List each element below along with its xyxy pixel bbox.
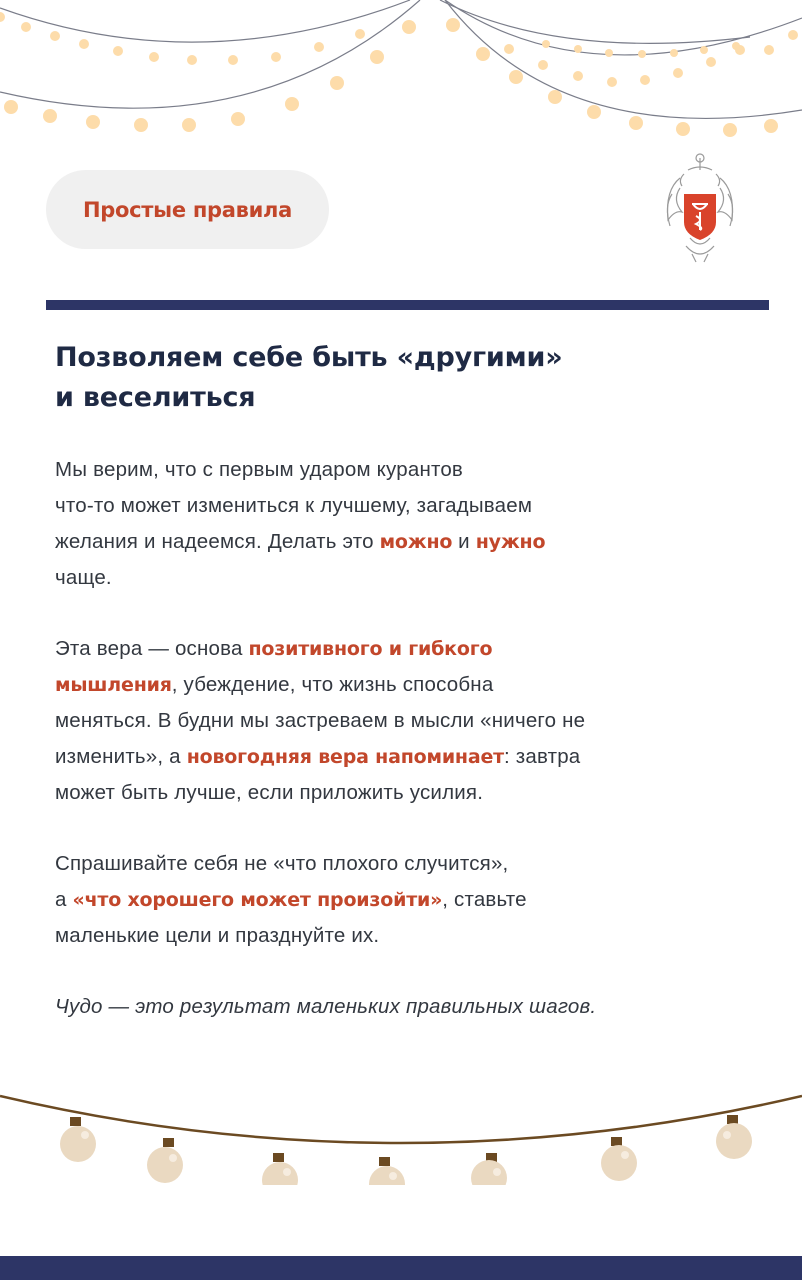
highlight-text: «что хорошего может произойти» — [72, 889, 443, 911]
garland-lights-top-icon — [0, 0, 802, 150]
highlight-text: нужно — [475, 531, 546, 553]
paragraph-2-line-2 — [55, 667, 780, 703]
text: и — [452, 530, 476, 553]
ministry-of-health-emblem-icon — [660, 150, 740, 268]
garland-bulbs-bottom-icon — [0, 1085, 802, 1185]
category-tag-label: Простые правила — [83, 197, 292, 222]
footer-bar — [0, 1256, 802, 1280]
paragraph-2 — [55, 631, 780, 811]
paragraph-1-line-1: Мы верим, что с первым ударом курантов — [55, 458, 464, 481]
paragraph-3-line-1: Спрашивайте себя не «что плохого случится», — [55, 852, 509, 875]
paragraph-1-line-3 — [55, 524, 780, 560]
highlight-text: новогодняя вера напоминает — [186, 746, 504, 768]
paragraph-2-line-5: может быть лучше, если приложить усилия. — [55, 781, 484, 804]
text: Эта вера — основа — [55, 637, 249, 660]
paragraph-2-line-1 — [55, 631, 780, 667]
paragraph-1-line-4: чаще. — [55, 566, 112, 589]
text: изменить», а — [55, 745, 187, 768]
paragraph-1 — [55, 452, 780, 596]
text: , ставьте — [442, 888, 527, 911]
closing-quote: Чудо — это результат маленьких правильных шагов. — [55, 995, 597, 1018]
section-divider — [46, 300, 769, 310]
highlight-text: можно — [379, 531, 453, 553]
text: , убеждение, что жизнь способна — [171, 673, 494, 696]
paragraph-2-line-3: меняться. В будни мы застреваем в мысли «ничего не — [55, 709, 586, 732]
paragraph-3 — [55, 846, 780, 954]
text: : завтра — [503, 745, 581, 768]
page-title-line-2: и веселиться — [55, 382, 256, 413]
paragraph-1-line-2: что-то может измениться к лучшему, загадываем — [55, 494, 533, 517]
page-title-line-1: Позволяем себе быть «другими» — [55, 342, 563, 373]
highlight-text: позитивного и гибкого — [248, 638, 493, 660]
paragraph-2-line-4 — [55, 739, 780, 775]
page-title — [55, 338, 755, 418]
paragraph-3-line-3: маленькие цели и празднуйте их. — [55, 924, 380, 947]
text: желания и надеемся. Делать это — [55, 530, 380, 553]
highlight-text: мышления — [55, 674, 172, 696]
paragraph-3-line-2 — [55, 882, 780, 918]
category-tag — [46, 170, 329, 249]
text: а — [55, 888, 73, 911]
